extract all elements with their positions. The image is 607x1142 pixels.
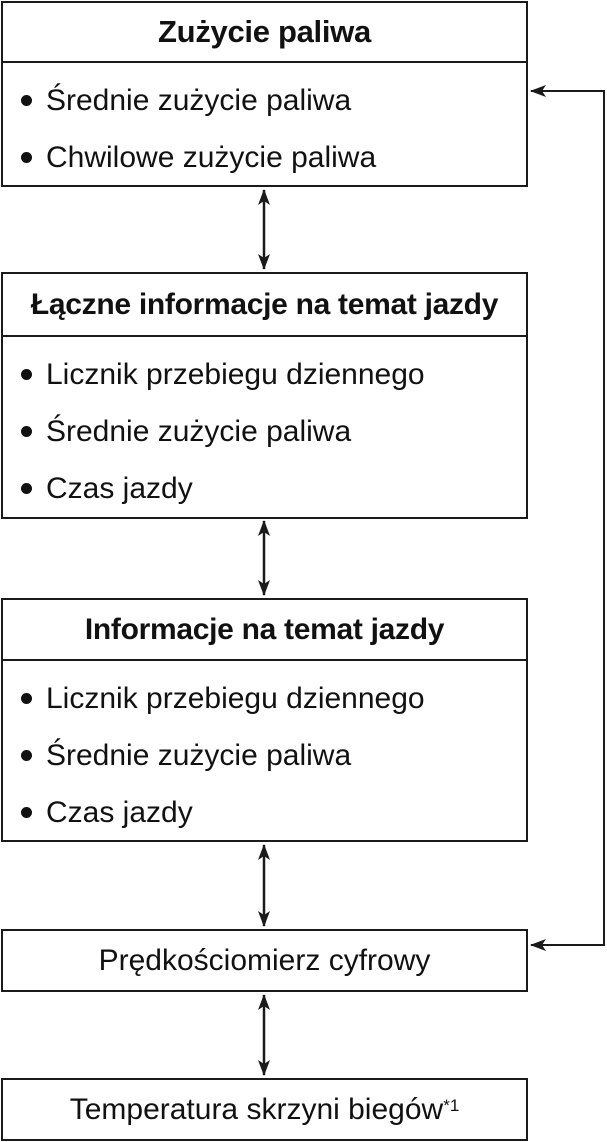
list-item-label: Licznik przebiegu dziennego (46, 682, 425, 715)
digital-speedometer-label: Prędkościomierz cyfrowy (98, 943, 431, 977)
list-item-label: Chwilowe zużycie paliwa (46, 141, 377, 174)
footnote-marker: *1 (443, 1095, 460, 1115)
trip-info-title: Informacje na temat jazdy (3, 600, 526, 661)
transmission-temperature-label: Temperatura skrzyni biegów (69, 1092, 444, 1126)
fuel-consumption-title: Zużycie paliwa (3, 3, 526, 63)
list-item-label: Średnie zużycie paliwa (46, 84, 352, 117)
list-item-label: Średnie zużycie paliwa (46, 415, 352, 448)
loop-back-arrow-icon (531, 91, 604, 945)
list-item-label: Czas jazdy (46, 796, 193, 829)
list-item-label: Czas jazdy (46, 472, 193, 505)
list-item-label: Średnie zużycie paliwa (46, 739, 352, 772)
list-item-label: Licznik przebiegu dziennego (46, 358, 425, 391)
combined-trip-info-title: Łączne informacje na temat jazdy (3, 274, 526, 337)
